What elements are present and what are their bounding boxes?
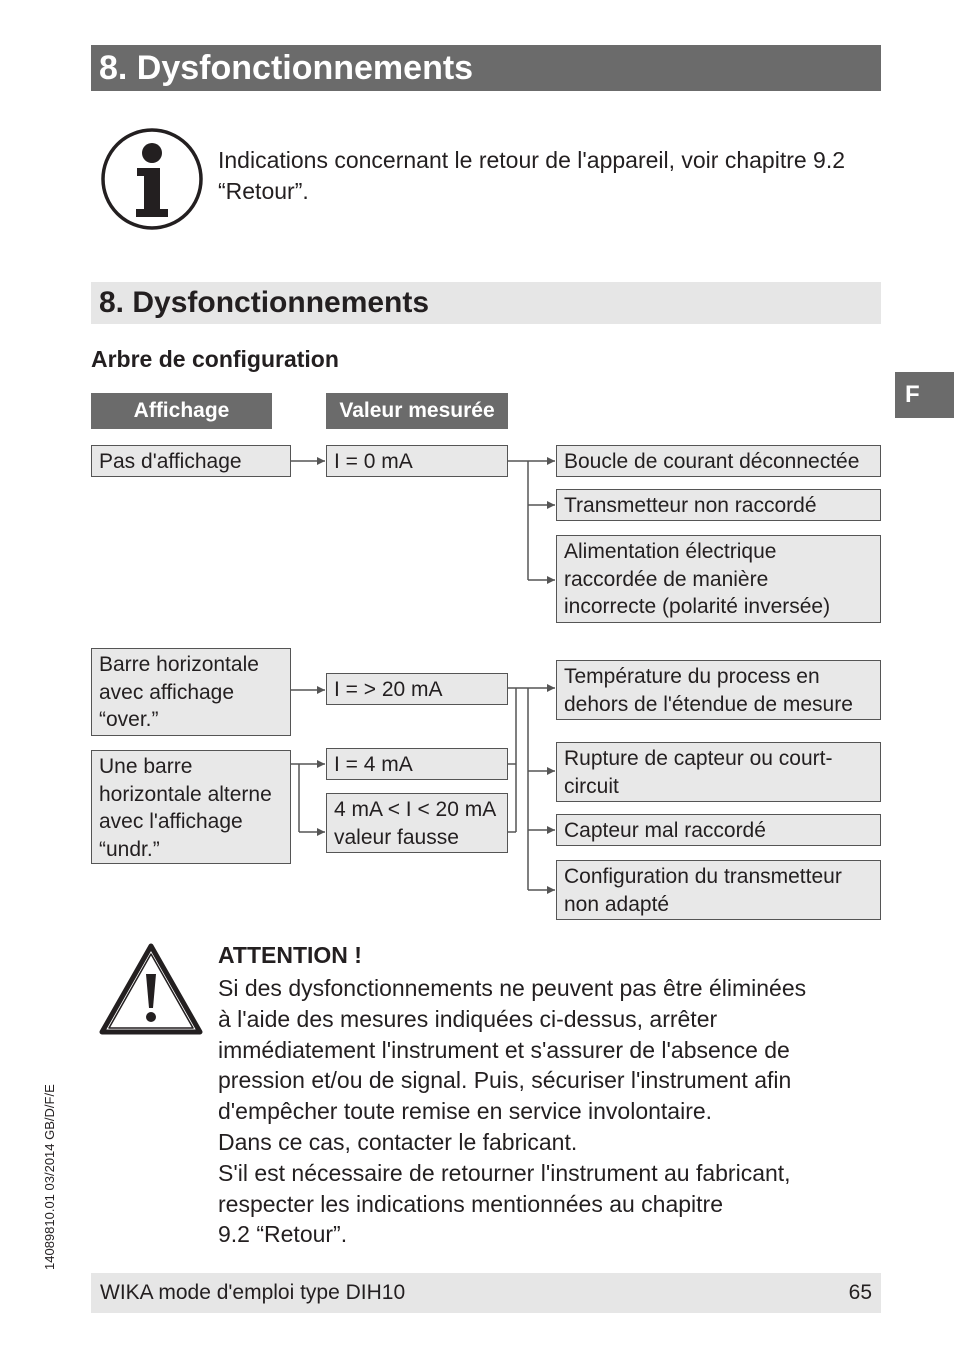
cause-box (556, 489, 881, 521)
column-header-display: Affichage (91, 393, 272, 429)
warning-triangle-icon (98, 942, 204, 1036)
info-icon (100, 127, 204, 231)
warning-line: Dans ce cas, contacter le fabricant. (218, 1128, 578, 1155)
column-header-value: Valeur mesurée (326, 393, 508, 429)
warning-line: d'empêcher toute remise en service involontaire. (218, 1098, 713, 1125)
display-box (91, 750, 291, 864)
value-line: I = 4 mA (334, 753, 413, 776)
cause-line: Température du process en (564, 665, 820, 688)
warning-line: Si des dysfonctionnements ne peuvent pas être éliminées (218, 975, 807, 1001)
value-line: valeur fausse (334, 825, 459, 849)
cause-line: Configuration du transmetteur (564, 865, 842, 888)
cause-line: Rupture de capteur ou court- (564, 747, 833, 770)
page-footer (91, 1273, 881, 1313)
cause-line: dehors de l'étendue de mesure (564, 692, 853, 716)
display-line: “over.” (99, 708, 159, 731)
display-line: Une barre (99, 755, 193, 778)
info-note-text: Indications concernant le retour de l'appareil, voir chapitre 9.2 “Retour”. (218, 147, 846, 204)
display-line: horizontale alterne (99, 782, 272, 806)
cause-box (556, 814, 881, 846)
cause-box (556, 445, 881, 477)
warning-line: 9.2 “Retour”. (218, 1221, 348, 1248)
cause-line: raccordée de manière (564, 567, 769, 591)
warning-title: ATTENTION ! (218, 942, 362, 968)
page-title-bar: 8. Dysfonctionnements (91, 45, 881, 91)
display-line: Barre horizontale (99, 653, 259, 676)
value-box (326, 793, 508, 853)
warning-line: à l'aide des mesures indiquées ci-dessus, arrêter (218, 1005, 718, 1032)
display-line: “undr.” (99, 837, 160, 861)
value-box (326, 748, 508, 780)
cause-line: Boucle de courant déconnectée (564, 450, 860, 473)
display-box (91, 648, 291, 736)
cause-line: Alimentation électrique (564, 540, 777, 563)
warning-line: S'il est nécessaire de retourner l'instrument au fabricant, (218, 1159, 791, 1186)
warning-text (218, 973, 878, 1250)
value-box (326, 445, 508, 477)
cause-box (556, 860, 881, 920)
cause-line: Capteur mal raccordé (564, 819, 766, 842)
language-tab: F (895, 372, 954, 418)
cause-line: circuit (564, 774, 619, 798)
cause-line: non adapté (564, 892, 670, 916)
warning-line: pression et/ou de signal. Puis, sécuriser l'instrument afin (218, 1067, 792, 1094)
value-box (326, 673, 508, 705)
cause-box (556, 535, 881, 623)
document-code: 14089810.01 03/2014 GB/D/F/E (42, 1084, 57, 1270)
cause-box (556, 660, 881, 720)
display-line: avec affichage (99, 680, 235, 704)
value-line: I = > 20 mA (334, 678, 443, 701)
display-line: avec l'affichage (99, 810, 243, 833)
cause-box (556, 742, 881, 802)
warning-line: respecter les indications mentionnées au chapitre (218, 1190, 724, 1217)
display-box (91, 445, 291, 477)
page-number: 65 (848, 1281, 872, 1304)
display-line: Pas d'affichage (99, 450, 242, 473)
subheading: Arbre de configuration (91, 346, 339, 372)
cause-line: incorrecte (polarité inversée) (564, 595, 831, 618)
warning-line: immédiatement l'instrument et s'assurer de l'absence de (218, 1036, 790, 1063)
footer-title: WIKA mode d'emploi type DIH10 (100, 1281, 406, 1304)
value-line: 4 mA < I < 20 mA (334, 798, 497, 821)
value-line: I = 0 mA (334, 450, 413, 473)
cause-line: Transmetteur non raccordé (564, 494, 817, 517)
section-title: 8. Dysfonctionnements (91, 282, 881, 324)
